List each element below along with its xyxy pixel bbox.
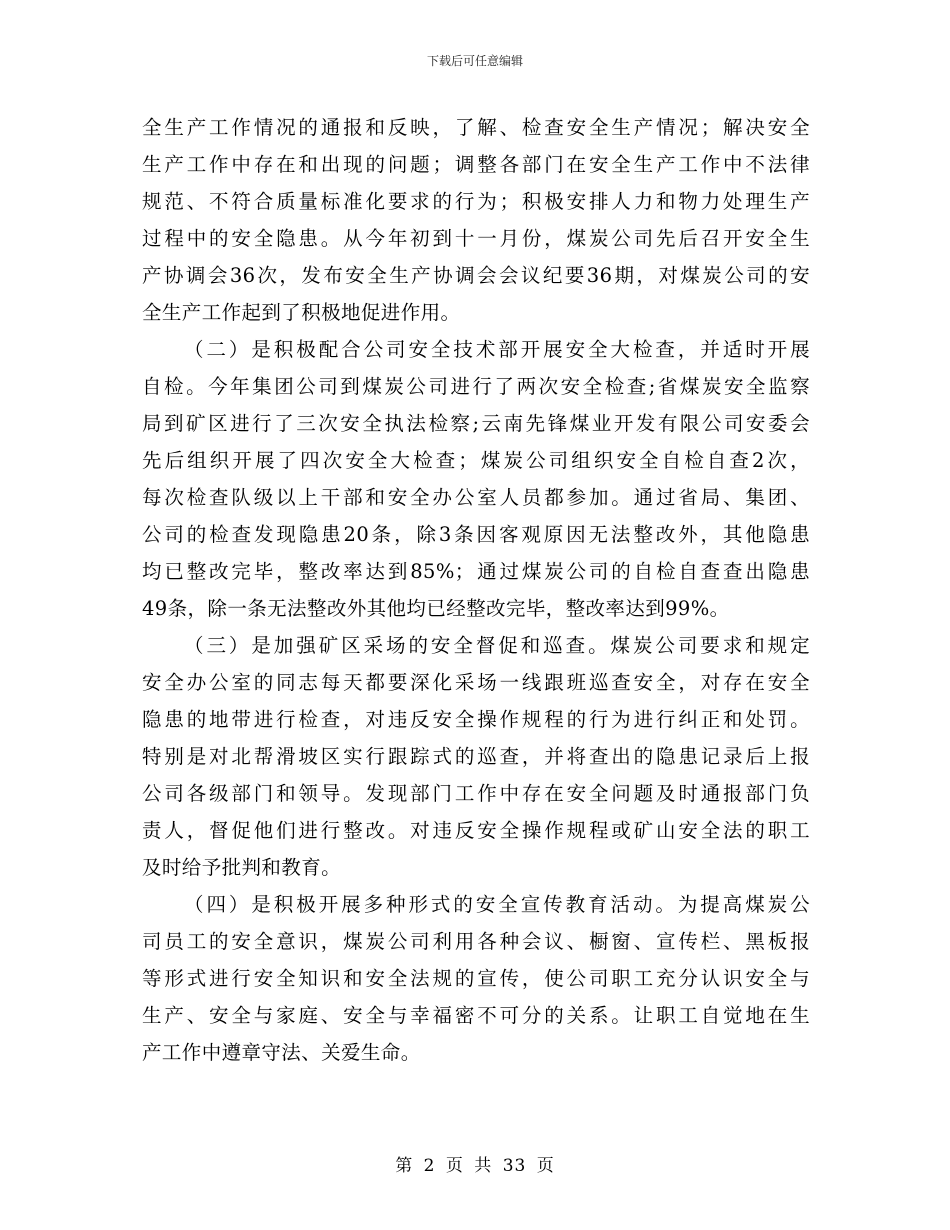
text-line: （四）是积极开展多种形式的安全宣传教育活动。为提高煤炭公 xyxy=(184,893,810,916)
text-line: 产工作中遵章守法、关爱生命。 xyxy=(142,1041,421,1064)
document-body xyxy=(142,109,810,1071)
paragraph-3 xyxy=(142,627,810,886)
text-line: （二）是积极配合公司安全技术部开展安全大检查，并适时开展 xyxy=(184,338,810,361)
text-line: 自检。今年集团公司到煤炭公司进行了两次安全检查;省煤炭安全监察 xyxy=(142,375,810,398)
text-line: （三）是加强矿区采场的安全督促和巡查。煤炭公司要求和规定 xyxy=(184,634,810,657)
text-line: 及时给予批判和教育。 xyxy=(142,856,342,879)
text-line: 司员工的安全意识，煤炭公司利用各种会议、橱窗、宣传栏、黑板报 xyxy=(142,930,810,953)
text-line: 责人，督促他们进行整改。对违反安全操作规程或矿山安全法的职工 xyxy=(142,819,810,842)
text-line: 产协调会36次，发布安全生产协调会会议纪要36期，对煤炭公司的安 xyxy=(142,264,810,287)
text-line: 公司的检查发现隐患20条，除3条因客观原因无法整改外，其他隐患 xyxy=(142,523,810,546)
text-line: 安全办公室的同志每天都要深化采场一线跟班巡查安全，对存在安全 xyxy=(142,671,810,694)
page-number-footer: 第 2 页 共 33 页 xyxy=(395,1156,555,1176)
text-line: 生产工作中存在和出现的问题；调整各部门在安全生产工作中不法律 xyxy=(142,153,810,176)
text-line: 特别是对北帮滑坡区实行跟踪式的巡查，并将查出的隐患记录后上报 xyxy=(142,745,810,768)
text-line: 规范、不符合质量标准化要求的行为；积极安排人力和物力处理生产 xyxy=(142,190,810,213)
text-line: 生产、安全与家庭、安全与幸福密不可分的关系。让职工自觉地在生 xyxy=(142,1004,810,1027)
paragraph-4 xyxy=(142,886,810,1071)
paragraph-2 xyxy=(142,331,810,627)
text-line: 公司各级部门和领导。发现部门工作中存在安全问题及时通报部门负 xyxy=(142,782,810,805)
paragraph-1 xyxy=(142,109,810,331)
text-line: 先后组织开展了四次安全大检查；煤炭公司组织安全自检自查2次， xyxy=(142,449,810,472)
text-line: 过程中的安全隐患。从今年初到十一月份，煤炭公司先后召开安全生 xyxy=(142,227,810,250)
text-line: 隐患的地带进行检查，对违反安全操作规程的行为进行纠正和处罚。 xyxy=(142,708,810,731)
text-line: 全生产工作情况的通报和反映，了解、检查安全生产情况；解决安全 xyxy=(142,116,810,139)
text-line: 49条，除一条无法整改外其他均已经整改完毕，整改率达到99%。 xyxy=(142,597,730,620)
text-line: 每次检查队级以上干部和安全办公室人员都参加。通过省局、集团、 xyxy=(142,486,810,509)
text-line: 等形式进行安全知识和安全法规的宣传，使公司职工充分认识安全与 xyxy=(142,967,810,990)
text-line: 全生产工作起到了积极地促进作用。 xyxy=(142,301,461,324)
text-line: 均已整改完毕，整改率达到85%；通过煤炭公司的自检自查查出隐患 xyxy=(142,560,810,583)
page-header: 下载后可任意编辑 xyxy=(426,54,523,68)
text-line: 局到矿区进行了三次安全执法检察;云南先锋煤业开发有限公司安委会 xyxy=(142,412,810,435)
